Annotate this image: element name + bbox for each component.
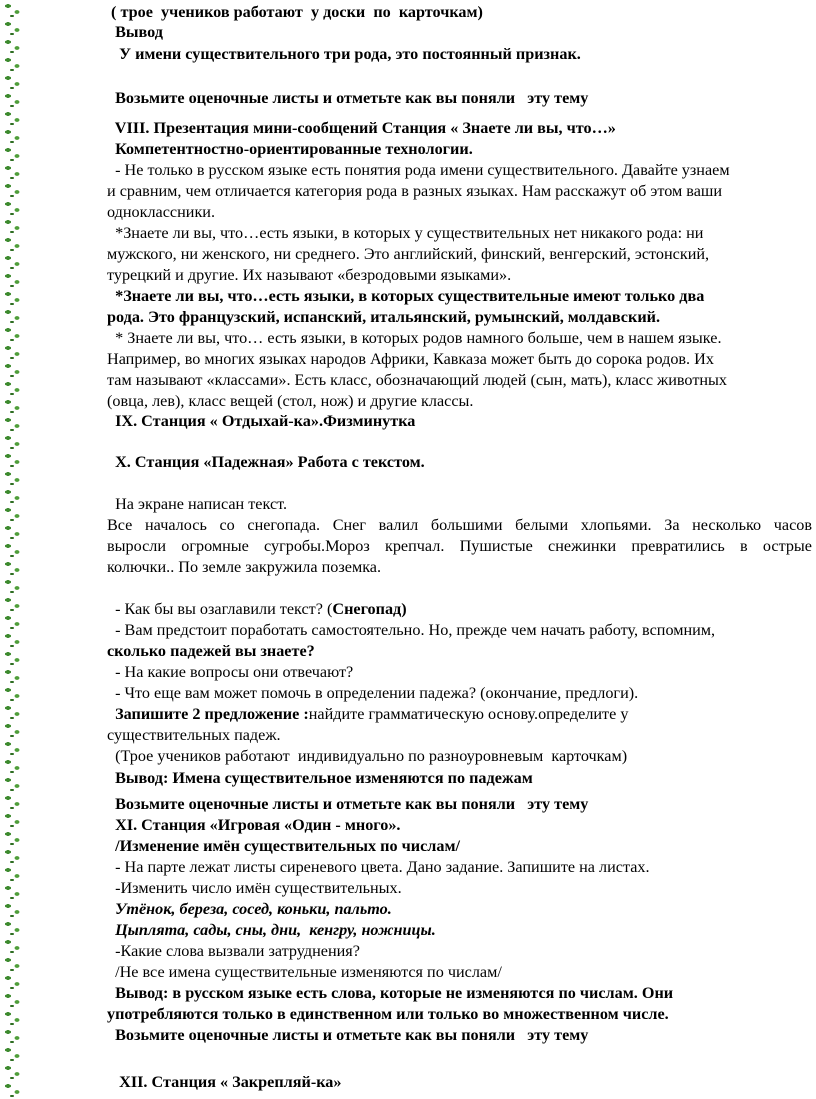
text-line: и сравним, чем отличается категория рода в разных языках. Нам расскажут об этом ваши bbox=[107, 182, 723, 200]
line-segment: найдите грамматическую основу.определите у bbox=[308, 705, 629, 723]
text-line: ( трое учеников работают у доски по карточкам) bbox=[107, 3, 483, 21]
text-line: Вывод: Имена существительное изменяются по падежам bbox=[107, 769, 533, 787]
text-line: Все началось со снегопада. Снег валил большими белыми хлопьями. За несколько часов bbox=[107, 516, 812, 534]
text-line: IX. Станция « Отдыхай-ка».Физминутка bbox=[107, 412, 416, 430]
text-line: Возьмите оценочные листы и отметьте как вы поняли эту тему bbox=[107, 89, 589, 107]
text-line: одноклассники. bbox=[107, 203, 216, 221]
text-line bbox=[107, 704, 812, 724]
text-line: - Вам предстоит поработать самостоятельно. Но, прежде чем начать работу, вспомним, bbox=[107, 621, 716, 639]
text-line: мужского, ни женского, ни среднего. Это английский, финский, венгерский, эстонский, bbox=[107, 245, 710, 263]
text-line: турецкий и другие. Их называют «безродовыми языками». bbox=[107, 266, 512, 284]
text-line: (Трое учеников работают индивидуально по разноуровневым карточкам) bbox=[107, 747, 628, 765]
text-line: /Не все имена существительные изменяются по числам/ bbox=[107, 963, 502, 981]
text-line: там называют «классами». Есть класс, обозначающий людей (сын, мать), класс животных bbox=[107, 371, 728, 389]
text-line: существительных падеж. bbox=[107, 726, 281, 744]
line-segment: Снегопад) bbox=[332, 600, 407, 618]
text-line: Вывод: в русском языке есть слова, которые не изменяются по числам. Они bbox=[107, 984, 674, 1002]
text-line: употребляются только в единственном или только во множественном числе. bbox=[107, 1005, 669, 1023]
text-line: сколько падежей вы знаете? bbox=[107, 642, 315, 660]
text-line: - Что еще вам может помочь в определении падежа? (окончание, предлоги). bbox=[107, 684, 639, 702]
text-line: У имени существительного три рода, это постоянный признак. bbox=[107, 45, 581, 63]
text-line: (овца, лев), класс вещей (стол, нож) и другие классы. bbox=[107, 392, 474, 410]
text-line: Например, во многих языках народов Африки, Кавказа может быть до сорока родов. Их bbox=[107, 350, 714, 368]
text-line: На экране написан текст. bbox=[107, 495, 288, 513]
text-line: *Знаете ли вы, что…есть языки, в которых у существительных нет никакого рода: ни bbox=[107, 224, 704, 242]
text-line: -Какие слова вызвали затруднения? bbox=[107, 942, 360, 960]
text-line: рода. Это французский, испанский, итальянский, румынский, молдавский. bbox=[107, 308, 661, 326]
text-line: -Изменить число имён существительных. bbox=[107, 879, 402, 897]
text-line: выросли огромные сугробы.Мороз крепчал. Пушистые снежинки превратились в острые bbox=[107, 537, 812, 555]
text-line: - На какие вопросы они отвечают? bbox=[107, 663, 354, 681]
text-line: - Не только в русском языке есть понятия рода имени существительного. Давайте узнаем bbox=[107, 161, 730, 179]
text-line: XII. Станция « Закрепляй-ка» bbox=[107, 1073, 342, 1091]
text-line: *Знаете ли вы, что…есть языки, в которых существительные имеют только два bbox=[107, 287, 705, 305]
text-line: Цыплята, сады, сны, дни, кенгру, ножницы. bbox=[107, 921, 436, 939]
text-line: Возьмите оценочные листы и отметьте как вы поняли эту тему bbox=[107, 795, 589, 813]
text-line bbox=[107, 599, 812, 619]
text-line: - На парте лежат листы сиреневого цвета. Дано задание. Запишите на листах. bbox=[107, 858, 650, 876]
text-line: VIII. Презентация мини-сообщений Станция « Знаете ли вы, что…» bbox=[107, 119, 616, 137]
text-line: Возьмите оценочные листы и отметьте как вы поняли эту тему bbox=[107, 1026, 589, 1044]
text-line: Компетентностно-ориентированные технологии. bbox=[107, 140, 473, 158]
decorative-leaf-border bbox=[0, 0, 26, 1099]
text-line: /Изменение имён существительных по числам/ bbox=[107, 837, 460, 855]
text-line: XI. Станция «Игровая «Один - много». bbox=[107, 816, 401, 834]
line-segment: - Как бы вы озаглавили текст? ( bbox=[107, 600, 333, 618]
text-line: Утёнок, береза, сосед, коньки, пальто. bbox=[107, 900, 392, 918]
line-segment: Запишите 2 предложение : bbox=[107, 705, 309, 723]
text-line: X. Станция «Падежная» Работа с текстом. bbox=[107, 453, 425, 471]
text-line: колючки.. По земле закружила поземка. bbox=[107, 558, 382, 576]
text-line: * Знаете ли вы, что… есть языки, в которых родов намного больше, чем в нашем языке. bbox=[107, 329, 722, 347]
text-line: Вывод bbox=[107, 23, 163, 41]
